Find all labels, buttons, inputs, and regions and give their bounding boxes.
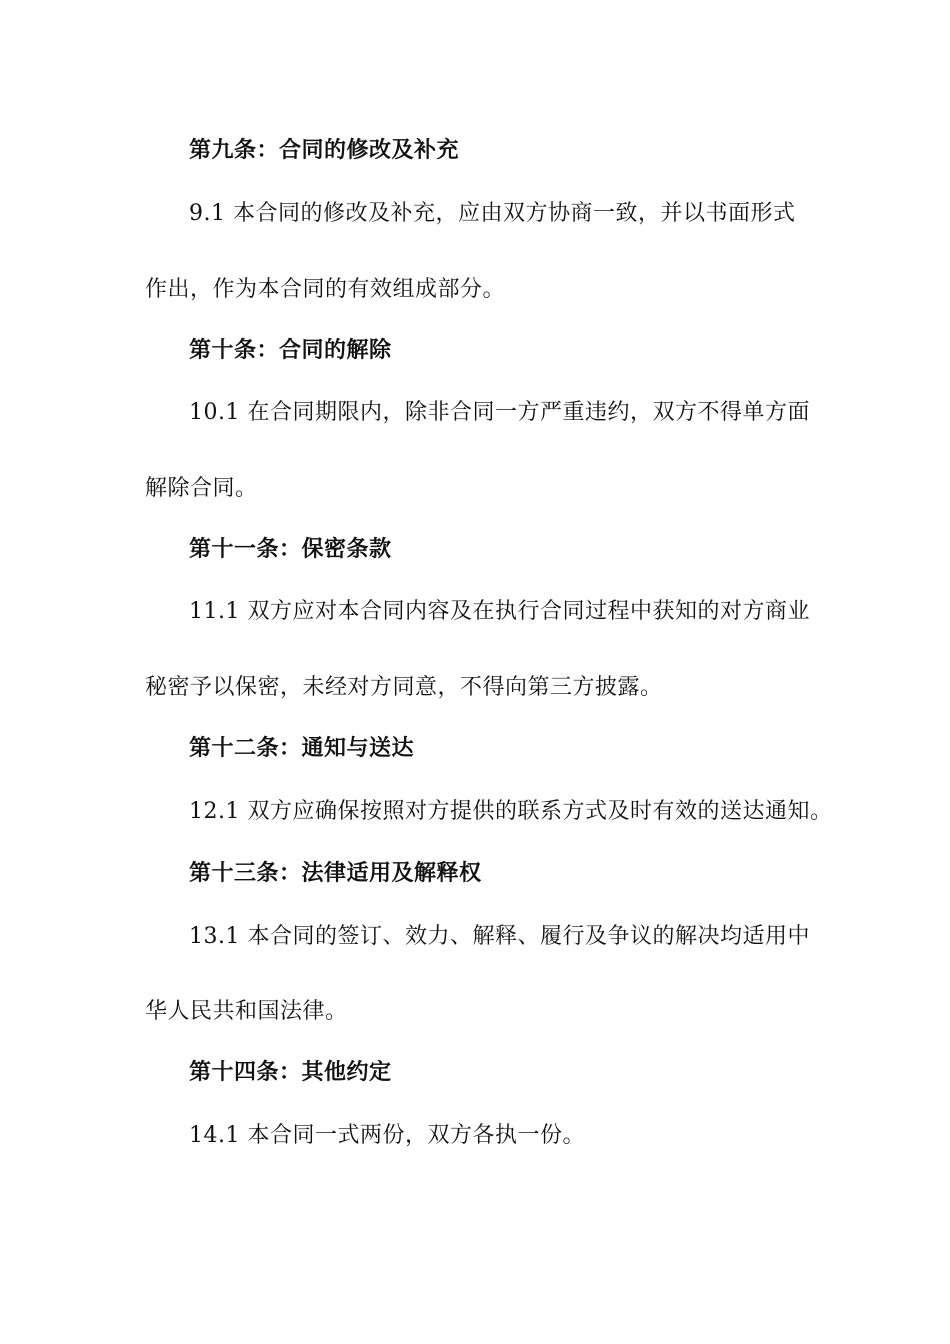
clause-9-1-line-1: 9.1 本合同的修改及补充，应由双方协商一致，并以书面形式 xyxy=(189,201,796,226)
clause-10-1-line-2: 解除合同。 xyxy=(145,476,258,501)
section-heading-10: 第十条：合同的解除 xyxy=(189,338,392,363)
section-heading-12: 第十二条：通知与送达 xyxy=(189,736,415,761)
section-heading-11: 第十一条：保密条款 xyxy=(189,537,392,562)
clause-12-1-line-1: 12.1 双方应确保按照对方提供的联系方式及时有效的送达通知。 xyxy=(189,799,833,824)
clause-13-1-line-2: 华人民共和国法律。 xyxy=(145,999,348,1024)
clause-9-1-line-2: 作出，作为本合同的有效组成部分。 xyxy=(145,277,506,302)
clause-11-1-line-1: 11.1 双方应对本合同内容及在执行合同过程中获知的对方商业 xyxy=(189,599,810,624)
clause-10-1-line-1: 10.1 在合同期限内，除非合同一方严重违约，双方不得单方面 xyxy=(189,400,810,425)
clause-11-1-line-2: 秘密予以保密，未经对方同意，不得向第三方披露。 xyxy=(145,675,663,700)
clause-14-1-line-1: 14.1 本合同一式两份，双方各执一份。 xyxy=(189,1123,585,1148)
section-heading-13: 第十三条：法律适用及解释权 xyxy=(189,861,482,886)
section-heading-14: 第十四条：其他约定 xyxy=(189,1060,392,1085)
section-heading-9: 第九条：合同的修改及补充 xyxy=(189,138,460,163)
clause-13-1-line-1: 13.1 本合同的签订、效力、解释、履行及争议的解决均适用中 xyxy=(189,924,810,949)
